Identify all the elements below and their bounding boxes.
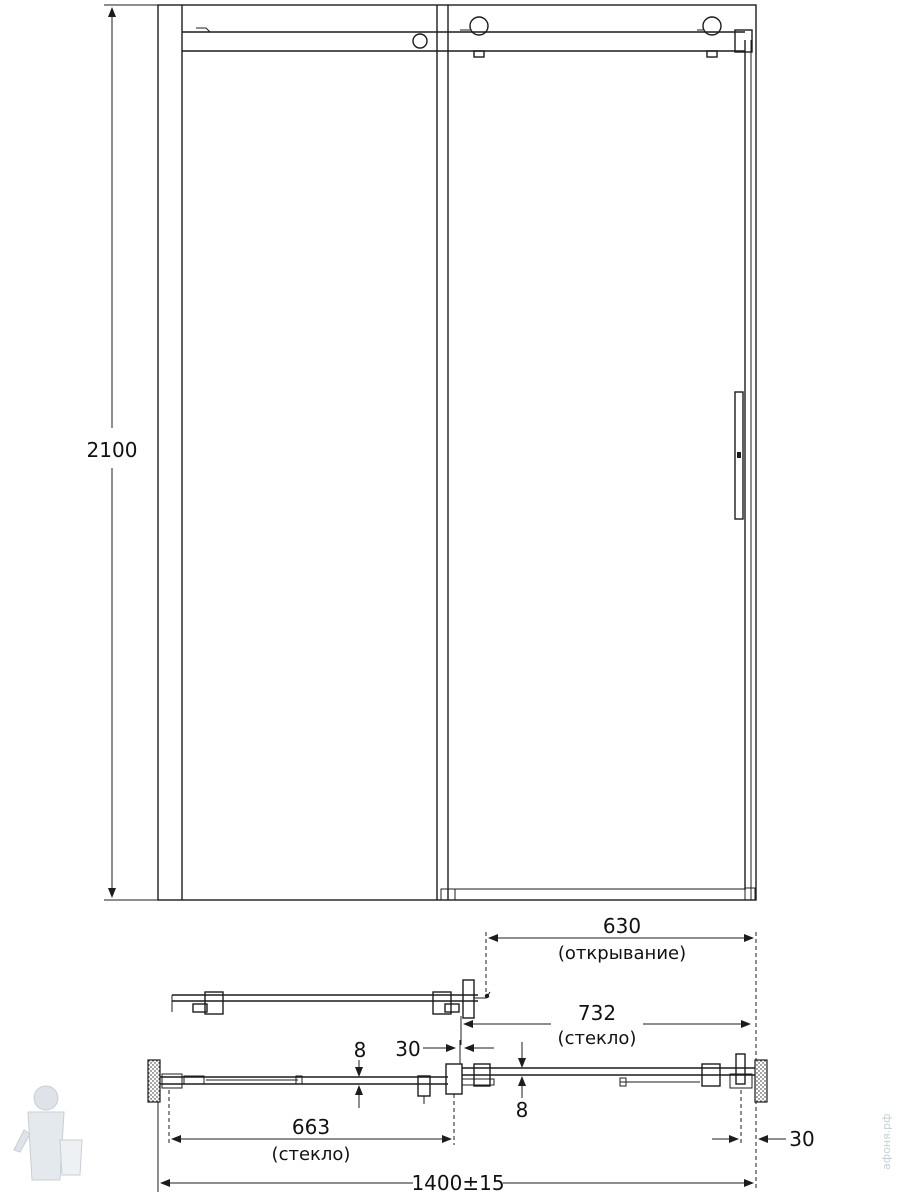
plan-view-closed <box>148 1054 767 1104</box>
door-end-profile <box>730 1074 752 1088</box>
gap-top-dimension <box>354 1038 367 1108</box>
plan-view-open <box>172 980 490 1018</box>
open-roller-right-clip <box>445 1004 459 1012</box>
overlap-label: 30 <box>395 1037 421 1061</box>
glass-left-dimension <box>169 1090 454 1165</box>
door-left-profile <box>446 1064 462 1094</box>
wall-gap-label: 30 <box>789 1127 815 1151</box>
roller-wheel-fixed <box>413 34 427 48</box>
total-width-dimension <box>158 1102 753 1195</box>
opening-dimension <box>486 914 756 1190</box>
fixed-roller-block <box>418 1076 430 1096</box>
open-stopper-dot <box>485 994 489 998</box>
height-dimension <box>87 5 158 900</box>
gap-bottom-dimension <box>516 1042 529 1122</box>
right-wall-hatch <box>755 1060 767 1102</box>
gap-top-label: 8 <box>353 1038 367 1062</box>
roller-bracket-left <box>474 51 484 57</box>
glass-left-note: (стекло) <box>271 1144 351 1165</box>
door-roller-left-plate <box>462 1079 494 1085</box>
watermark-text: афоня.рф <box>880 1113 893 1170</box>
opening-note: (открывание) <box>557 943 687 964</box>
handle-lock <box>737 452 741 458</box>
glass-right-note: (стекло) <box>557 1028 637 1049</box>
glass-right-dimension <box>461 1001 750 1049</box>
open-handle-block <box>463 980 474 1018</box>
outer-frame <box>158 5 756 900</box>
overlap-dimension <box>395 1037 494 1064</box>
rail-end-cap <box>735 30 752 52</box>
glass-right-label: 732 <box>577 1001 617 1025</box>
roller-bracket-right <box>707 51 717 57</box>
door-handle-plan <box>736 1054 745 1084</box>
bottom-guide-right <box>745 888 755 900</box>
glass-left-label: 663 <box>291 1115 331 1139</box>
height-label: 2100 <box>86 438 138 462</box>
gap-bottom-label: 8 <box>515 1098 529 1122</box>
opening-label: 630 <box>602 914 642 938</box>
plumber-logo-icon <box>14 1086 82 1180</box>
left-wall-hatch <box>148 1060 160 1102</box>
total-width-label: 1400±15 <box>411 1171 505 1195</box>
front-elevation <box>158 5 756 900</box>
fixed-wall-profile <box>162 1074 182 1088</box>
